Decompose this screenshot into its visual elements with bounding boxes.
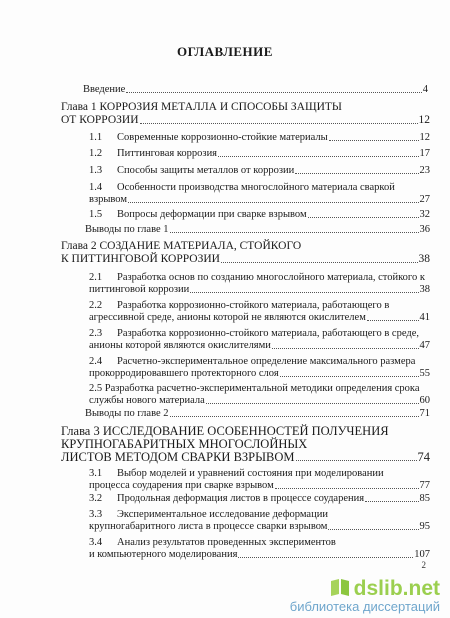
dot-leader (329, 139, 419, 141)
toc-entry-text: Разработка основ по созданию многослойного материала, стойкого к (117, 272, 425, 283)
toc-entry-number: 3.3 (89, 509, 103, 520)
toc-entry-text: Вопросы деформации при сварке взрывом (117, 209, 307, 220)
dot-leader (296, 459, 417, 461)
toc-entry-text: Особенности производства многослойного материала сваркой (117, 182, 395, 193)
toc-entry-text: Выводы по главе 1 (85, 224, 169, 235)
page-number: 2 (421, 560, 426, 570)
toc-entry-intro[interactable] (83, 84, 428, 96)
toc-entry-number: 3.4 (89, 537, 103, 548)
toc-page-number: 107 (414, 549, 430, 560)
toc-entry-text: Глава 1 КОРРОЗИЯ МЕТАЛЛА И СПОСОБЫ ЗАЩИТЫ (61, 101, 342, 113)
toc-entry-conclusions-2[interactable] (85, 408, 430, 420)
toc-page-number: 12 (418, 114, 430, 126)
toc-entry-text: Продольная деформация листов в процессе соударения (117, 493, 365, 504)
toc-entry-2-2[interactable] (89, 300, 430, 324)
toc-page-number: 4 (422, 84, 428, 95)
page-title: ОГЛАВЛЕНИЕ (177, 44, 273, 59)
toc-page-number: 36 (419, 224, 430, 235)
toc-entry-text-cont: прокорродировавшего протекторного слоя (89, 368, 279, 379)
dot-leader (126, 91, 421, 93)
toc-entry-text: Выводы по главе 2 (85, 408, 169, 419)
toc-entry-number: 1.3 (89, 165, 103, 176)
toc-entry-2-1[interactable] (89, 272, 430, 296)
toc-entry-text: Разработка коррозионно-стойкого материала, работающего в среде, (117, 328, 419, 339)
dot-leader (170, 231, 419, 233)
toc-entry-text: Питтинговая коррозия (117, 148, 218, 159)
toc-entry-1-1[interactable] (89, 132, 430, 144)
toc-entry-1-5[interactable] (89, 209, 430, 221)
toc-page-number: 38 (418, 253, 430, 265)
dot-leader (140, 122, 418, 124)
dot-leader (206, 402, 419, 404)
toc-entry-conclusions-1[interactable] (85, 224, 430, 236)
toc-entry-text-cont: ЛИСТОВ МЕТОДОМ СВАРКИ ВЗРЫВОМ (61, 450, 295, 464)
toc-entry-text-cont: крупногабаритного листа в процессе сварки взрывом (89, 521, 328, 532)
dot-leader (221, 261, 418, 263)
toc-entry-text-cont: анионы которой являются окислителями (89, 340, 271, 351)
toc-entry-text-cont: и компьютерного моделирования (89, 549, 238, 560)
toc-entry-text-cont: К ПИТТИНГОВОЙ КОРРОЗИИ (61, 253, 220, 265)
toc-entry-text-cont: взрывом (89, 194, 127, 205)
toc-entry-1-4[interactable] (89, 182, 430, 206)
dot-leader (295, 172, 418, 174)
toc-page-number: 77 (419, 480, 430, 491)
toc-page-number: 74 (417, 450, 430, 464)
dot-leader (308, 216, 419, 218)
dot-leader (280, 375, 419, 377)
toc-entry-text-cont: службы нового материала (89, 395, 205, 406)
toc-page-number: 55 (419, 368, 430, 379)
toc-entry-text-cont: процесса соударения при сварке взрывом (89, 480, 274, 491)
dot-leader (218, 155, 418, 157)
dot-leader (275, 487, 419, 489)
toc-entry-number: 2.4 (89, 356, 103, 367)
toc-entry-text: Введение (83, 84, 126, 95)
toc-entry-3-3[interactable] (89, 509, 430, 533)
toc-entry-chapter-3[interactable] (61, 425, 430, 464)
toc-page-number: 95 (419, 521, 430, 532)
toc-entry-text: Способы защиты металлов от коррозии (117, 165, 295, 176)
dot-leader (190, 291, 418, 293)
toc-entry-number: 3.1 (89, 468, 103, 479)
book-icon (329, 577, 351, 600)
toc-entry-text: Современные коррозионно-стойкие материалы (117, 132, 328, 143)
toc-entry-text: Разработка коррозионно-стойкого материала, работающего в (117, 300, 390, 311)
dot-leader (128, 201, 419, 203)
dot-leader (365, 500, 418, 502)
toc-entry-3-1[interactable] (89, 468, 430, 492)
toc-entry-3-2[interactable] (89, 493, 430, 505)
toc-entry-text: Расчетно-экспериментальное определение максимального размера (117, 356, 416, 367)
dot-leader (367, 319, 419, 321)
dot-leader (272, 347, 419, 349)
toc-entry-1-3[interactable] (89, 165, 430, 177)
toc-page-number: 38 (419, 284, 430, 295)
dot-leader (170, 415, 419, 417)
toc-page-number: 32 (419, 209, 430, 220)
toc-entry-number: 1.2 (89, 148, 103, 159)
toc-entry-text: Глава 2 СОЗДАНИЕ МАТЕРИАЛА, СТОЙКОГО (61, 240, 302, 252)
toc-entry-3-4[interactable] (89, 537, 430, 561)
toc-page-number: 47 (419, 340, 430, 351)
toc-entry-text-cont: питтинговой коррозии (89, 284, 190, 295)
toc-entry-2-3[interactable] (89, 328, 430, 352)
toc-entry-number: 3.2 (89, 493, 103, 504)
toc-entry-number: 2.1 (89, 272, 103, 283)
toc-entry-text: Экспериментальное исследование деформации (117, 509, 328, 520)
dot-leader (238, 556, 413, 558)
toc-entry-text-cont: агрессивной среде, анионы которой не являются окислителем (89, 312, 366, 323)
toc-entry-chapter-2[interactable] (61, 240, 430, 266)
toc-page-number: 41 (419, 312, 430, 323)
watermark-subtitle: библиотека диссертаций (289, 599, 440, 614)
toc-entry-text: Анализ результатов проведенных экспериментов (117, 537, 336, 548)
dot-leader (328, 528, 418, 530)
toc-page-number: 71 (419, 408, 430, 419)
watermark[interactable] (290, 577, 440, 614)
toc-entry-text: Выбор моделей и уравнений состояния при моделировании (117, 468, 384, 479)
toc-entry-2-5[interactable] (89, 383, 430, 407)
watermark-name: dslib.net (353, 576, 440, 600)
toc-page-number: 27 (419, 194, 430, 205)
toc-entry-chapter-1[interactable] (61, 101, 430, 127)
toc-entry-number: 1.5 (89, 209, 103, 220)
toc-page-number: 12 (419, 132, 430, 143)
toc-entry-number: 1.4 (89, 182, 103, 193)
toc-page-number: 23 (419, 165, 430, 176)
toc-page-number: 17 (419, 148, 430, 159)
toc-entry-number: 1.1 (89, 132, 103, 143)
toc-entry-text-cont: КРУПНОГАБАРИТНЫХ МНОГОСЛОЙНЫХ (61, 437, 308, 451)
toc-entry-2-4[interactable] (89, 356, 430, 380)
toc-entry-text: 2.5 Разработка расчетно-экспериментальной методики определения срока (89, 383, 420, 394)
toc-entry-number: 2.2 (89, 300, 103, 311)
toc-entry-number: 2.3 (89, 328, 103, 339)
toc-entry-text: Глава 3 ИССЛЕДОВАНИЕ ОСОБЕННОСТЕЙ ПОЛУЧЕНИЯ (61, 424, 389, 438)
toc-page-number: 85 (419, 493, 430, 504)
toc-entry-1-2[interactable] (89, 148, 430, 160)
toc-entry-text-cont: ОТ КОРРОЗИИ (61, 114, 139, 126)
toc-page-number: 60 (419, 395, 430, 406)
